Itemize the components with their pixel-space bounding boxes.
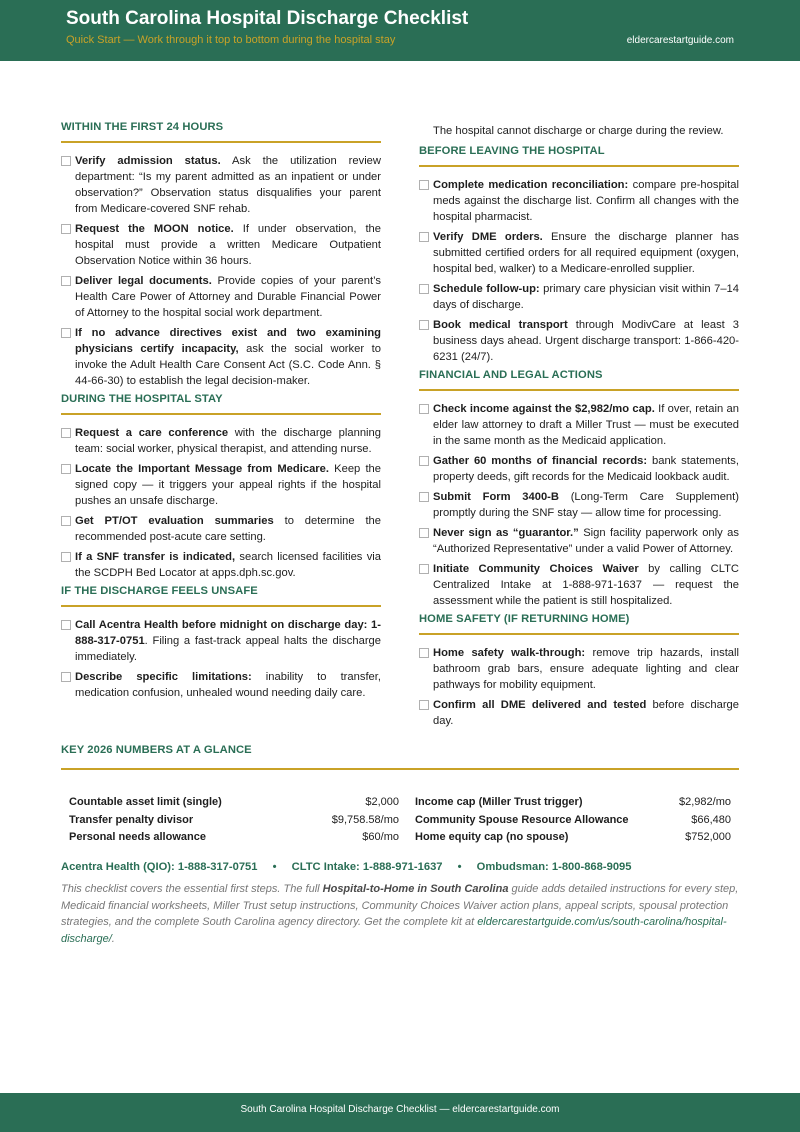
contact-line [61, 861, 761, 873]
item-title: Request a care conference [75, 427, 229, 439]
item-text: Keep the signed copy — it triggers your appeal rights if the hospital pushes an unsafe discharge. [75, 463, 381, 507]
item-title: Verify admission status. [75, 155, 221, 167]
item-text: bank statements, property deeds, gift records for the Medicaid lookback audit. [433, 455, 739, 483]
section-discharge-unsafe [61, 585, 381, 701]
checkbox-icon[interactable] [61, 276, 71, 286]
section-heading: IF THE DISCHARGE FEELS UNSAFE [61, 585, 381, 607]
checklist-item [419, 697, 739, 729]
checklist-item [61, 669, 381, 701]
section-heading: HOME SAFETY (IF RETURNING HOME) [419, 613, 739, 635]
checklist-item [419, 489, 739, 521]
left-column [61, 118, 381, 705]
section-heading: DURING THE HOSPITAL STAY [61, 393, 381, 415]
checklist-item [61, 221, 381, 269]
item-title: Check income against the $2,982/mo cap. [433, 403, 655, 415]
checkbox-icon[interactable] [61, 516, 71, 526]
item-title: If a SNF transfer is indicated, [75, 551, 236, 563]
checklist-item [419, 453, 739, 485]
key-number-row [415, 831, 731, 849]
key-number-label: Countable asset limit (single) [69, 796, 222, 808]
key-number-value: $752,000 [685, 831, 731, 843]
checklist-item [419, 525, 739, 557]
guide-title: Hospital-to-Home in South Carolina [322, 883, 509, 895]
checkbox-icon[interactable] [419, 528, 429, 538]
checkbox-icon[interactable] [61, 552, 71, 562]
contact-acentra: Acentra Health (QIO): 1-888-317-0751 [61, 861, 258, 873]
key-number-value: $9,758.58/mo [331, 813, 399, 826]
section-heading: KEY 2026 NUMBERS AT A GLANCE [61, 744, 739, 770]
checkbox-icon[interactable] [419, 284, 429, 294]
item-text: inability to transfer, medication confusion, unhealed wound needing daily care. [75, 671, 381, 699]
key-number-row [69, 831, 399, 849]
key-numbers-right [415, 796, 731, 849]
item-title: Verify DME orders. [433, 231, 543, 243]
checkbox-icon[interactable] [419, 232, 429, 242]
item-text: with the discharge planning team: social worker, physical therapist, and attending nurse. [75, 427, 381, 455]
key-numbers-section [61, 744, 739, 843]
bullet-separator: • [272, 861, 277, 873]
item-title: Submit Form 3400-B [433, 491, 559, 503]
footer-text: South Carolina Hospital Discharge Checklist — eldercarestartguide.com [240, 1104, 560, 1115]
item-title: If no advance directives exist and two examining physicians certify incapacity, [75, 327, 381, 355]
page-subtitle: Quick Start — Work through it top to bottom during the hospital stay [66, 34, 396, 46]
checklist-item [61, 273, 381, 321]
checklist-item [419, 281, 739, 313]
guide-note [61, 881, 741, 947]
checklist-item [419, 229, 739, 277]
item-title: Complete medication reconciliation: [433, 179, 629, 191]
guide-link[interactable]: eldercarestartguide.com/us/south-carolina/hospital-discharge/ [61, 916, 727, 945]
item-title: Deliver legal documents. [75, 275, 212, 287]
contact-cltc: CLTC Intake: 1-888-971-1637 [291, 861, 443, 873]
key-number-row [69, 796, 399, 814]
section-during-stay [61, 393, 381, 581]
contact-ombudsman: Ombudsman: 1-800-868-9095 [476, 861, 632, 873]
section-within-24-hours [61, 121, 381, 389]
item-text: Ensure the discharge planner has submitted certified orders for all required equipment (oxygen, hospital bed, walker) to a Medicare-enrolled supplier. [433, 231, 739, 275]
checkbox-icon[interactable] [419, 648, 429, 658]
item-text: If over, retain an elder law attorney to draft a Miller Trust — must be executed in the same month as the Medicaid application. [433, 403, 739, 447]
item-text: (Long-Term Care Supplement) promptly during the SNF stay — allow time for processing. [433, 491, 739, 519]
section-heading: BEFORE LEAVING THE HOSPITAL [419, 145, 739, 167]
item-title: Request the MOON notice. [75, 223, 234, 235]
checklist-item [61, 513, 381, 545]
key-number-row [415, 796, 731, 814]
key-number-label: Personal needs allowance [69, 831, 206, 843]
item-text: Ask the utilization review department: “Is my parent admitted as an inpatient or under observation?” Observation status disqualifies your parent from Medicare-covered SNF rehab. [75, 155, 381, 215]
page-title: South Carolina Hospital Discharge Checklist [66, 8, 469, 29]
checkbox-icon[interactable] [419, 700, 429, 710]
item-text: before discharge day. [433, 699, 739, 727]
item-title: Locate the Important Message from Medicare. [75, 463, 329, 475]
checklist-item [61, 549, 381, 581]
item-title: Initiate Community Choices Waiver [433, 563, 639, 575]
bullet-separator: • [457, 861, 462, 873]
section-heading: WITHIN THE FIRST 24 HOURS [61, 121, 381, 143]
checklist-item [61, 617, 381, 665]
item-text: Sign facility paperwork only as “Authorized Representative” under a valid Power of Attorney. [433, 527, 739, 555]
item-text: to determine the recommended post-acute care setting. [75, 515, 381, 543]
item-title: Book medical transport [433, 319, 568, 331]
section-before-leaving [419, 145, 739, 365]
key-number-row [69, 814, 399, 832]
key-number-label: Transfer penalty divisor [69, 813, 194, 826]
item-title: Confirm all DME delivered and tested [433, 699, 647, 711]
section-financial-legal [419, 369, 739, 609]
key-number-label: Community Spouse Resource Allowance [415, 813, 629, 826]
key-number-label: Income cap (Miller Trust trigger) [415, 796, 583, 808]
checkbox-icon[interactable] [419, 320, 429, 330]
item-title: Call Acentra Health before midnight on discharge day: 1-888-317-0751 [75, 619, 381, 647]
item-title: Home safety walk-through: [433, 647, 586, 659]
checkbox-icon[interactable] [419, 456, 429, 466]
item-text: If under observation, the hospital must provide a written Medicare Outpatient Observation Notice within 36 hours. [75, 223, 381, 267]
section-home-safety [419, 613, 739, 729]
item-text: by calling CLTC Centralized Intake at 1-888-971-1637 — request the assessment while the patient is still hospitalized. [433, 563, 739, 607]
carryover-text: The hospital cannot discharge or charge during the review. [433, 125, 724, 137]
key-number-value: $2,000 [365, 796, 399, 808]
checkbox-icon[interactable] [61, 428, 71, 438]
note-text: . [111, 932, 115, 945]
item-text: primary care physician visit within 7–14 days of discharge. [433, 283, 739, 311]
item-text: search licensed facilities via the SCDPH Bed Locator at apps.dph.sc.gov. [75, 551, 381, 579]
key-number-value: $66,480 [691, 813, 731, 826]
checklist-item [419, 561, 739, 609]
item-text: ask the social worker to invoke the Adult Health Care Consent Act (S.C. Code Ann. § 44-66-30) to establish the legal decision-maker. [75, 343, 381, 387]
page-header [0, 0, 800, 61]
checklist-item [61, 425, 381, 457]
key-number-label: Home equity cap (no spouse) [415, 831, 569, 843]
checklist-item [61, 153, 381, 217]
header-site-url: eldercarestartguide.com [626, 35, 734, 46]
checklist-item [419, 401, 739, 449]
checkbox-icon[interactable] [61, 224, 71, 234]
checkbox-icon[interactable] [419, 492, 429, 502]
checkbox-icon[interactable] [61, 156, 71, 166]
item-title: Schedule follow-up: [433, 283, 540, 295]
checklist-item [419, 317, 739, 365]
item-title: Describe specific limitations: [75, 671, 252, 683]
item-text: remove trip hazards, install bathroom grab bars, ensure adequate lighting and clear pathways for mobility equipment. [433, 647, 740, 691]
checklist-item [61, 461, 381, 509]
checklist-item [419, 177, 739, 225]
checkbox-icon[interactable] [419, 180, 429, 190]
checklist-item [419, 645, 739, 693]
checkbox-icon[interactable] [419, 564, 429, 574]
checkbox-icon[interactable] [61, 464, 71, 474]
note-text: This checklist covers the essential first steps. The full [61, 883, 323, 895]
key-number-row [415, 814, 731, 832]
checklist-item [61, 325, 381, 389]
checkbox-icon[interactable] [61, 328, 71, 338]
key-numbers-left [69, 796, 399, 849]
key-number-value: $60/mo [362, 831, 399, 843]
item-title: Get PT/OT evaluation summaries [75, 515, 274, 527]
item-title: Gather 60 months of financial records: [433, 455, 648, 467]
item-text: through ModivCare at least 3 business days ahead. Urgent discharge transport: 1-866-420-6231 (24/7). [433, 319, 739, 363]
item-title: Never sign as “guarantor.” [433, 527, 579, 539]
checkbox-icon[interactable] [61, 672, 71, 682]
checkbox-icon[interactable] [61, 620, 71, 630]
right-column [419, 118, 739, 733]
item-text: . Filing a fast-track appeal halts the discharge immediately. [75, 635, 381, 663]
section-heading: FINANCIAL AND LEGAL ACTIONS [419, 369, 739, 391]
item-text: Provide copies of your parent’s Health Care Power of Attorney and Durable Financial Power of Attorney to the hospital social work department. [75, 275, 381, 319]
note-text: guide adds detailed instructions for every step, Medicaid financial worksheets, Miller Trust setup instructions, Community Choices Waiver action plans, appeal scripts, spousal protection strategies, and the complete South Carolina agency directory. Get the complete kit at [61, 883, 739, 928]
page-footer [0, 1093, 800, 1132]
checkbox-icon[interactable] [419, 404, 429, 414]
item-text: compare pre-hospital meds against the discharge list. Confirm all changes with the hospital pharmacist. [433, 179, 739, 223]
key-number-value: $2,982/mo [679, 796, 731, 808]
